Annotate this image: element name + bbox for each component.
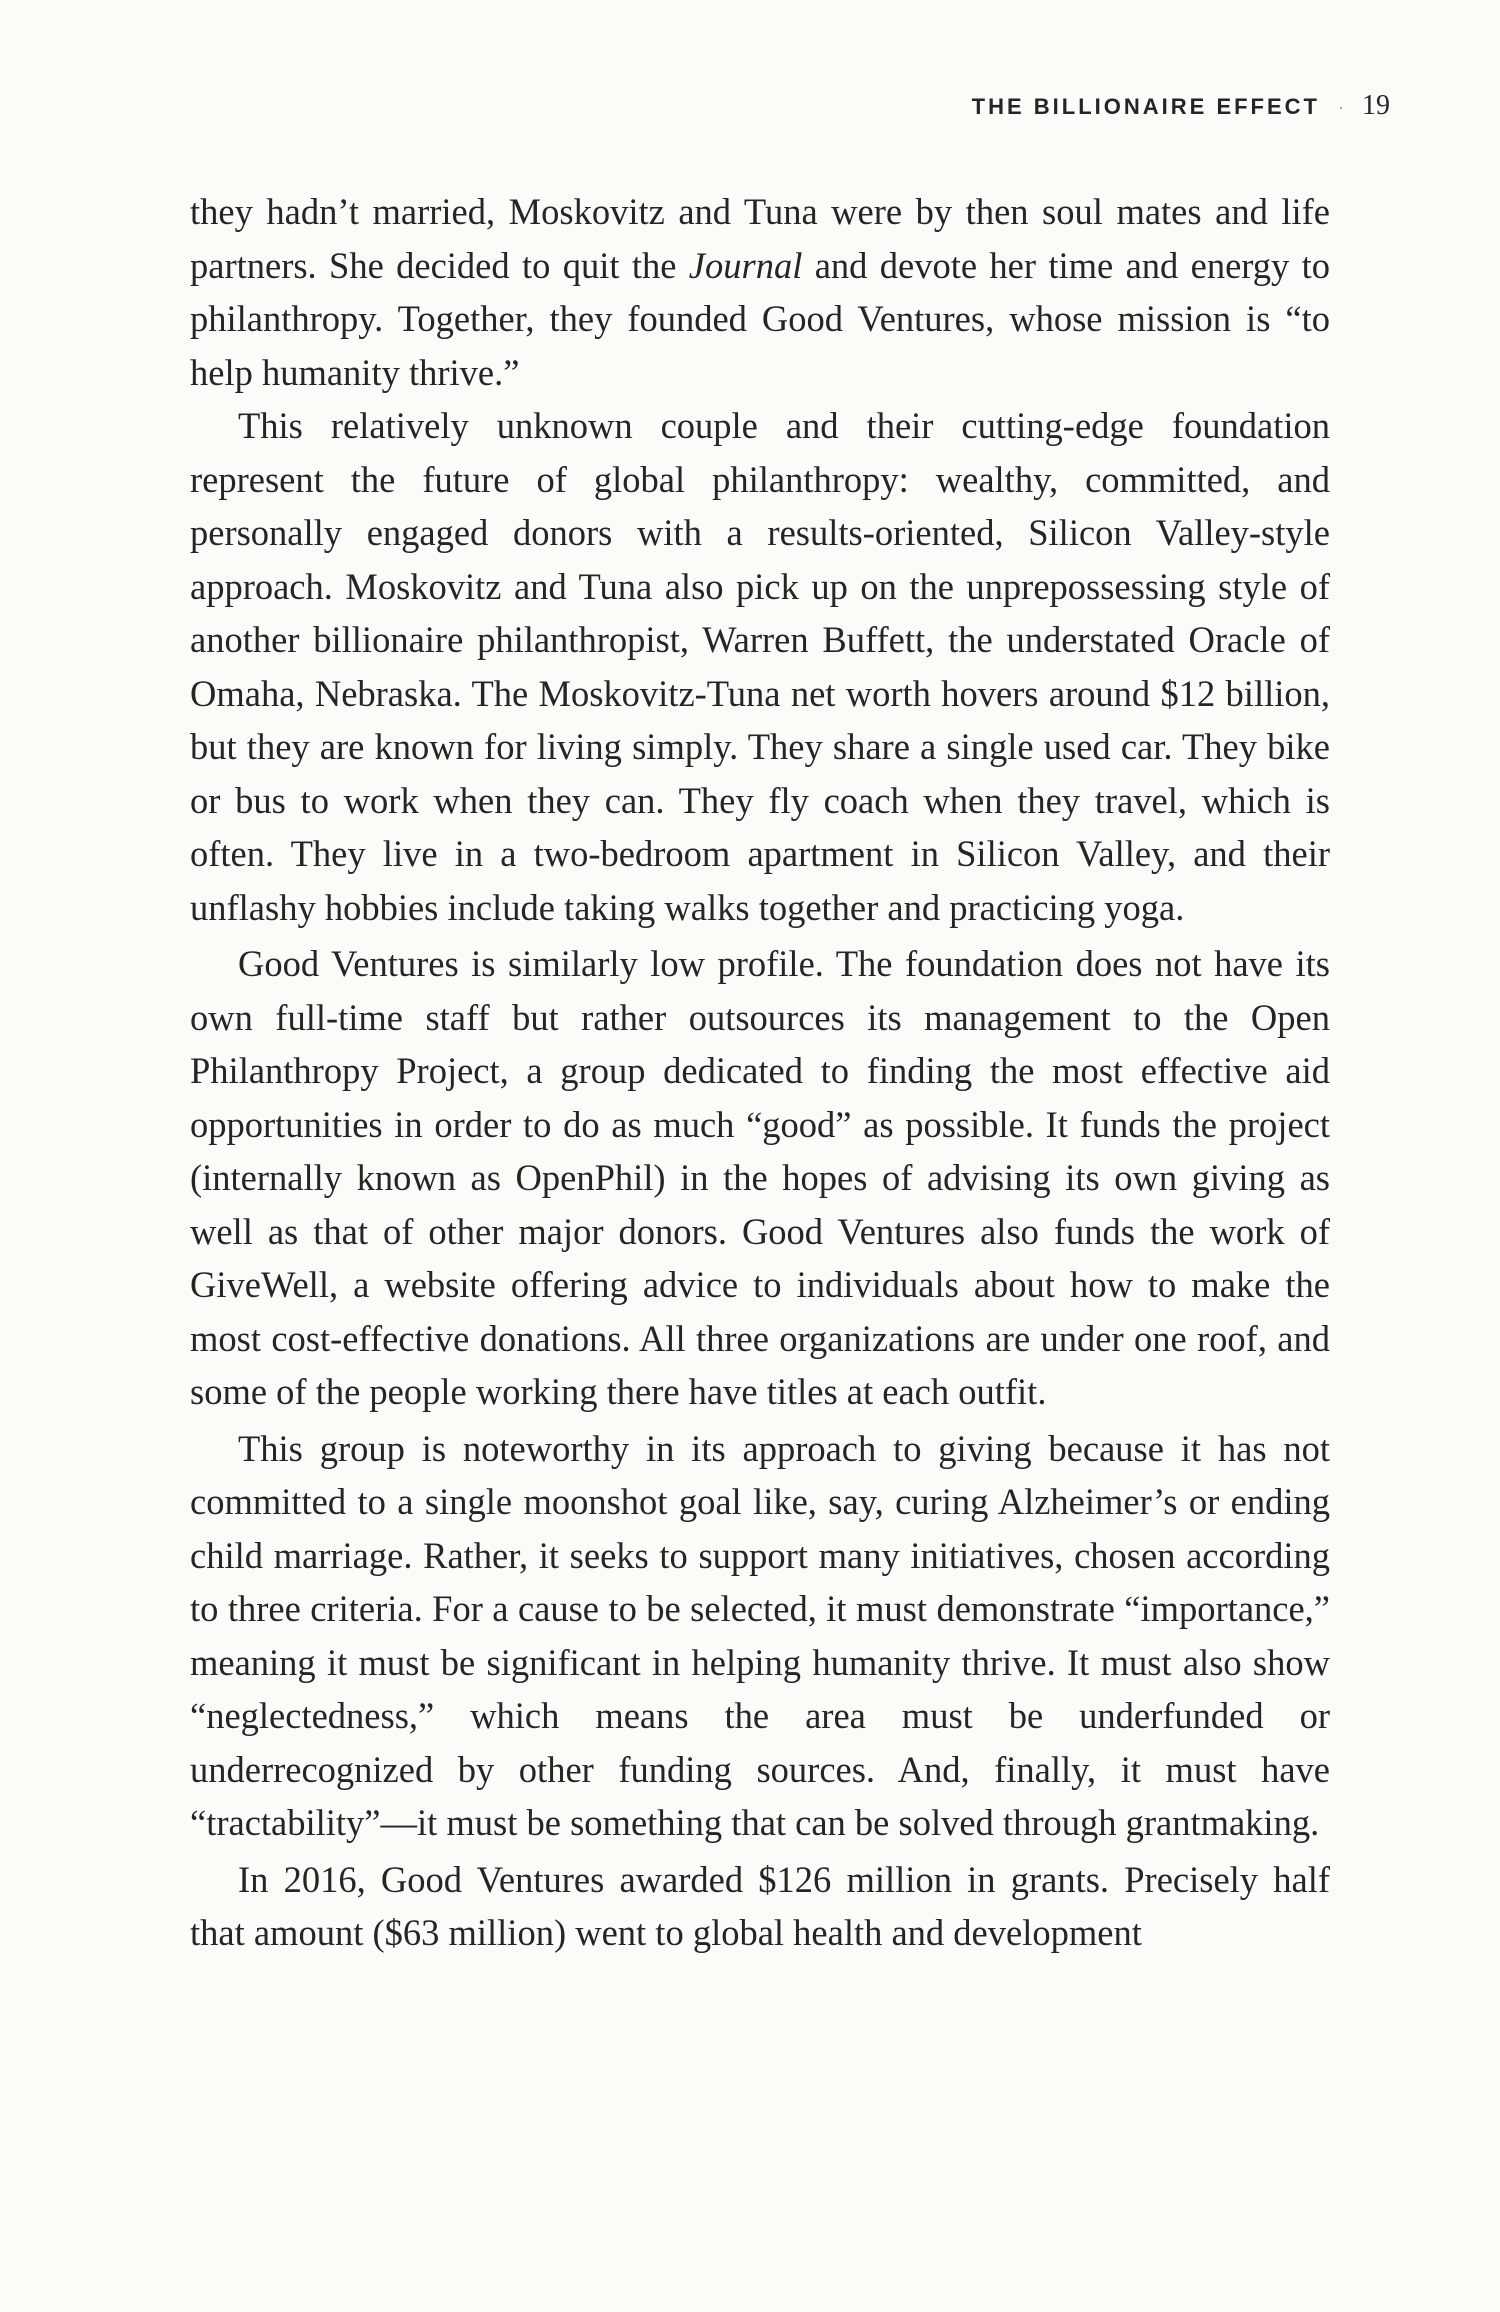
body-text [190,185,1330,1960]
paragraph-3: Good Ventures is similarly low profile. The foundation does not have its own full-time staff but rather outsources its management to the Open Philanthropy Project, a group dedicated to finding the most effective aid opportunities in order to do as much “good” as possible. It funds the project (internally known as OpenPhil) in the hopes of advising its own giving as well as that of other major donors. Good Ventures also funds the work of GiveWell, a website offering advice to individuals about how to make the most cost-effective donations. All three organizations are under one roof, and some of the people working there have titles at each outfit. [190,943,1330,1412]
page-number: 19 [1362,90,1390,121]
paragraph-4: This group is noteworthy in its approach to giving because it has not committed to a single moonshot goal like, say, curing Alzheimer’s or ending child marriage. Rather, it seeks to support many initiatives, chosen according to three criteria. For a cause to be selected, it must demonstrate “importance,” meaning it must be significant in helping humanity thrive. It must also show “neglectedness,” which means the area must be underfunded or underrecognized by other funding sources. And, finally, it must have “tractability”—it must be something that can be solved through grantmaking. [190,1427,1330,1843]
paragraph-1 [190,185,1330,399]
paragraph-1-part-a: they hadn’t married, Moskovitz and Tuna were by then soul mates and life partners. She decided to quit the [190,191,1330,286]
running-head [972,90,1390,122]
paragraph-1-part-b: and devote her time and energy to philanthropy. Together, they founded Good Ventures, whose mission is “to help humanity thrive.” [190,244,1331,393]
paragraph-5: In 2016, Good Ventures awarded $126 million in grants. Precisely half that amount ($63 million) went to global health and development [190,1858,1330,1953]
header-separator: · [1338,98,1344,118]
paragraph-2: This relatively unknown couple and their cutting-edge foundation represent the future of global philanthropy: wealthy, committed, and personally engaged donors with a results-oriented, Silicon Valley-style approach. Moskovitz and Tuna also pick up on the unprepossessing style of another billionaire philanthropist, Warren Buffett, the understated Oracle of Omaha, Nebraska. The Moskovitz-Tuna net worth hovers around $12 billion, but they are known for living simply. They share a single used car. They bike or bus to work when they can. They fly coach when they travel, which is often. They live in a two-bedroom apartment in Silicon Valley, and their unflashy hobbies include taking walks together and practicing yoga. [190,405,1330,928]
journal-title: Journal [688,244,803,286]
running-title: THE BILLIONAIRE EFFECT [971,94,1320,119]
